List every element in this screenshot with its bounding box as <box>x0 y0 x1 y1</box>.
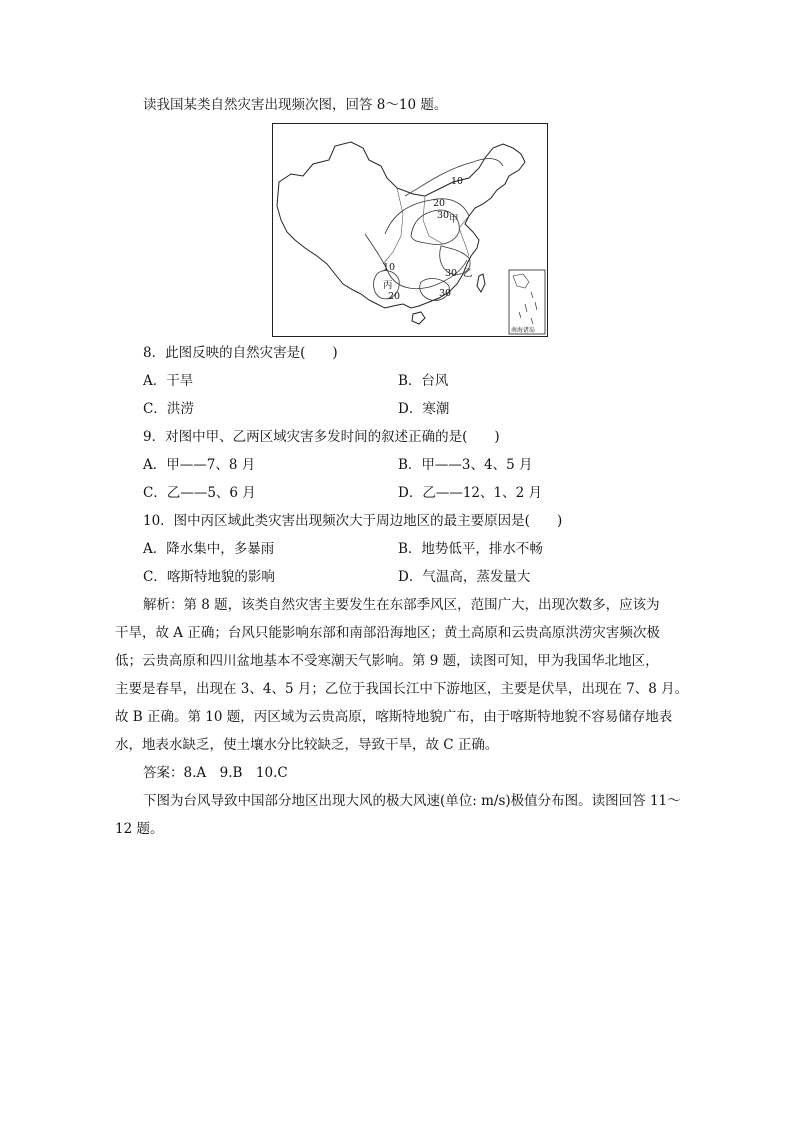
hainan-island <box>412 312 425 324</box>
region-label-yi: 乙 <box>463 268 473 279</box>
question-9-option-b: B．甲——3、4、5 月 <box>398 457 533 473</box>
contour-label: 30 <box>445 268 458 279</box>
question-10-option-d: D．气温高，蒸发量大 <box>398 569 531 585</box>
inset-label: 南海诸岛 <box>511 327 536 334</box>
next-intro-line: 12 题。 <box>115 821 164 837</box>
contour-10-south <box>365 234 467 289</box>
question-10-option-b: B．地势低平，排水不畅 <box>398 541 543 557</box>
analysis-line: 水，地表水缺乏，使土壤水分比较缺乏，导致干旱，故 C 正确。 <box>115 737 499 753</box>
question-8-option-c: C．洪涝 <box>143 401 194 417</box>
question-10-option-a: A．降水集中，多暴雨 <box>143 541 275 557</box>
question-10-stem: 10．图中丙区域此类灾害出现频次大于周边地区的最主要原因是( ) <box>143 513 563 529</box>
internal-border <box>383 188 403 264</box>
analysis-line: 主要是春旱，出现在 3、4、5 月；乙位于我国长江中下游地区，主要是伏旱，出现在 7、8 月。 <box>115 681 689 697</box>
question-8-option-d: D．寒潮 <box>398 401 450 417</box>
contour-label: 30 <box>439 288 452 299</box>
question-9-option-d: D．乙——12、1、2 月 <box>398 485 542 501</box>
question-8-stem: 8．此图反映的自然灾害是( ) <box>143 345 338 361</box>
question-10-option-c: C．喀斯特地貌的影响 <box>143 569 275 585</box>
next-intro-line: 下图为台风导致中国部分地区出现大风的极大风速(单位: m/s)极值分布图。读图回答 11～ <box>143 793 681 809</box>
contour-label: 10 <box>383 262 396 273</box>
internal-border <box>459 216 469 256</box>
contour-label: 30 <box>437 210 450 221</box>
region-label-bing: 丙 <box>383 280 393 291</box>
analysis-line: 干旱，故 A 正确；台风只能影响东部和南部沿海地区；黄土高原和云贵高原洪涝灾害频次极 <box>115 625 660 641</box>
taiwan-island <box>477 274 485 292</box>
analysis-line: 低；云贵高原和四川盆地基本不受寒潮天气影响。第 9 题，读图可知，甲为我国华北地区， <box>115 653 659 669</box>
contour-label: 20 <box>433 198 446 209</box>
question-8-option-b: B．台风 <box>398 373 449 389</box>
china-drought-frequency-map <box>272 123 548 337</box>
analysis-line: 解析：第 8 题，该类自然灾害主要发生在东部季风区，范围广大，出现次数多，应该为 <box>143 597 660 613</box>
china-outline <box>277 142 525 308</box>
answer-line: 答案：8.A 9.B 10.C <box>143 765 288 781</box>
intro-text: 读我国某类自然灾害出现频次图，回答 8～10 题。 <box>143 97 448 113</box>
south-china-sea-inset <box>509 270 545 334</box>
question-9-option-c: C．乙——5、6 月 <box>143 485 256 501</box>
map-svg <box>273 124 547 336</box>
contour-label: 20 <box>388 291 401 302</box>
question-9-stem: 9．对图中甲、乙两区域灾害多发时间的叙述正确的是( ) <box>143 429 500 445</box>
contour-label: 10 <box>451 176 464 187</box>
region-label-jia: 甲 <box>449 214 459 225</box>
analysis-line: 故 B 正确。第 10 题，丙区域为云贵高原，喀斯特地貌广布，由于喀斯特地貌不容易储存地表 <box>115 709 673 725</box>
question-9-option-a: A．甲——7、8 月 <box>143 457 256 473</box>
question-8-option-a: A．干旱 <box>143 373 194 389</box>
